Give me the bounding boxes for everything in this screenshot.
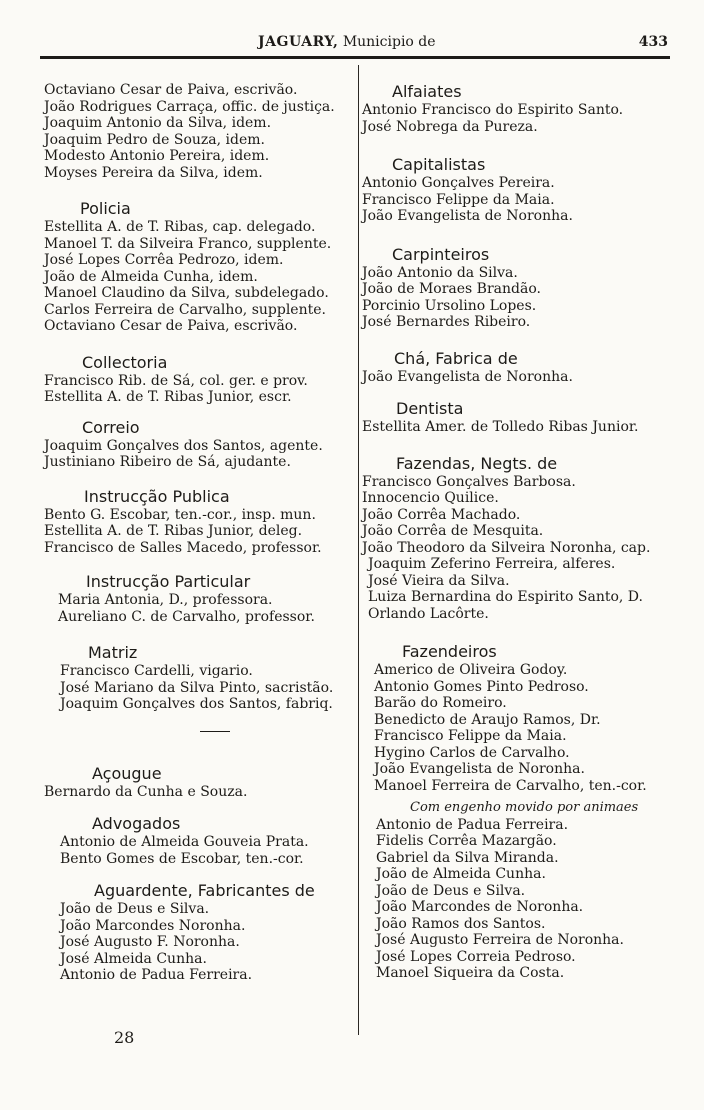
list-item: Antonio de Almeida Gouveia Prata. xyxy=(60,834,309,850)
list-item: Moyses Pereira da Silva, idem. xyxy=(44,164,263,181)
list-item: Joaquim Antonio da Silva, idem. xyxy=(44,115,272,131)
list-item: Joaquim Pedro de Souza, idem. xyxy=(44,131,265,148)
section-collectoria xyxy=(44,353,356,406)
section-heading: Fazendas, Negts. de xyxy=(396,453,558,473)
list-item: Hygino Carlos de Carvalho. xyxy=(374,744,570,761)
section-heading: Dentista xyxy=(396,399,464,418)
list-item: Luiza Bernardina do Espirito Santo, D. xyxy=(368,589,643,605)
list-item: José Augusto F. Noronha. xyxy=(60,934,240,950)
list-item: José Lopes Correia Pedroso. xyxy=(376,948,576,965)
section-heading: Instrucção Particular xyxy=(86,572,251,591)
list-item: Estellita A. de T. Ribas Junior, escr. xyxy=(44,389,292,405)
section-heading: Carpinteiros xyxy=(392,244,490,264)
section-alfaiates xyxy=(362,82,680,135)
section-fazendas xyxy=(362,454,680,623)
list-item: Francisco Rib. de Sá, col. ger. e prov. xyxy=(44,372,308,389)
list-item: Carlos Ferreira de Carvalho, supplente. xyxy=(44,301,326,318)
list-item: Porcinio Ursolino Lopes. xyxy=(362,297,537,314)
section-heading: Advogados xyxy=(92,814,181,833)
section-dentista xyxy=(362,399,680,436)
list-item: João Marcondes de Noronha. xyxy=(376,899,584,915)
list-item: Manoel T. da Silveira Franco, supplente. xyxy=(44,235,332,252)
list-item: Americo de Oliveira Godoy. xyxy=(374,662,568,678)
list-item: Bento G. Escobar, ten.-cor., insp. mun. xyxy=(44,506,316,523)
list-item: José Lopes Corrêa Pedrozo, idem. xyxy=(44,252,284,268)
list-item: Antonio de Padua Ferreira. xyxy=(60,967,253,983)
section-heading: Instrucção Publica xyxy=(84,486,230,506)
list-item: Bento Gomes de Escobar, ten.-cor. xyxy=(60,850,304,867)
list-item: Joaquim Gonçalves dos Santos, fabriq. xyxy=(60,696,333,712)
header-title xyxy=(258,34,436,50)
section-instrucao-particular xyxy=(44,572,356,625)
section-heading: Fazendeiros xyxy=(402,642,497,661)
section-acougue xyxy=(44,764,356,801)
section-heading: Correio xyxy=(82,417,140,437)
list-item: Antonio de Padua Ferreira. xyxy=(376,816,569,833)
list-item: João Corrêa Machado. xyxy=(362,506,521,523)
list-item: Francisco Felippe da Maia. xyxy=(374,728,567,744)
list-item: José Bernardes Ribeiro. xyxy=(362,314,531,330)
section-heading: Capitalistas xyxy=(392,155,486,174)
section-heading: Policia xyxy=(80,199,131,218)
list-item: Antonio Gomes Pinto Pedroso. xyxy=(374,678,589,695)
page-number: 433 xyxy=(638,34,668,50)
list-item: João de Almeida Cunha. xyxy=(376,866,546,882)
list-item: Benedicto de Araujo Ramos, Dr. xyxy=(374,711,601,728)
list-item: Joaquim Gonçalves dos Santos, agente. xyxy=(44,437,323,454)
list-item: Orlando Lacôrte. xyxy=(368,605,489,622)
section-separator xyxy=(200,731,230,732)
section-carpinteiros xyxy=(362,245,680,331)
list-item: Estellita A. de T. Ribas Junior, deleg. xyxy=(44,523,303,539)
list-item: José Nobrega da Pureza. xyxy=(362,118,538,135)
section-policia xyxy=(44,199,356,335)
list-item: José Almeida Cunha. xyxy=(60,950,207,967)
list-item: Manoel Siqueira da Costa. xyxy=(376,965,565,981)
list-item: Francisco de Salles Macedo, professor. xyxy=(44,539,322,556)
list-item: João Rodrigues Carraça, offic. de justiça. xyxy=(44,98,335,115)
section-heading: Collectoria xyxy=(82,352,168,372)
section-advogados xyxy=(44,814,356,867)
section-heading: Açougue xyxy=(92,763,162,783)
list-item: João de Almeida Cunha, idem. xyxy=(44,268,258,285)
list-item: João Ramos dos Santos. xyxy=(376,915,546,932)
list-item: José Vieira da Silva. xyxy=(368,572,510,589)
list-item: Joaquim Zeferino Ferreira, alferes. xyxy=(368,556,616,572)
list-item: Aureliano C. de Carvalho, professor. xyxy=(58,608,315,625)
list-item: Francisco Cardelli, vigario. xyxy=(60,663,253,679)
section-heading: Aguardente, Fabricantes de xyxy=(94,881,315,900)
section-matriz xyxy=(44,643,356,732)
list-item: Fidelis Corrêa Mazargão. xyxy=(376,833,557,849)
list-item: Antonio Francisco do Espirito Santo. xyxy=(362,102,624,118)
list-item: Justiniano Ribeiro de Sá, ajudante. xyxy=(44,454,291,470)
list-item: Manoel Claudino da Silva, subdelegado. xyxy=(44,285,329,301)
list-item: João Corrêa de Mesquita. xyxy=(362,523,544,539)
list-item: Estellita A. de T. Ribas, cap. delegado. xyxy=(44,219,316,235)
list-item: João de Deus e Silva. xyxy=(376,882,526,899)
header-municipio: Municipio de xyxy=(342,34,436,50)
list-item: Gabriel da Silva Miranda. xyxy=(376,849,559,866)
running-header xyxy=(40,32,668,56)
list-item: João Evangelista de Noronha. xyxy=(362,208,573,224)
section-heading: Chá, Fabrica de xyxy=(394,348,518,368)
section-correio xyxy=(44,418,356,471)
list-item: Manoel Ferreira de Carvalho, ten.-cor. xyxy=(374,777,647,794)
header-rule xyxy=(40,56,670,59)
section-aguardente xyxy=(44,881,356,984)
section-heading: Alfaiates xyxy=(392,82,462,101)
left-column xyxy=(44,82,356,984)
list-item: Modesto Antonio Pereira, idem. xyxy=(44,148,270,164)
list-item: Francisco Gonçalves Barbosa. xyxy=(362,473,576,490)
header-place: JAGUARY, xyxy=(258,34,339,50)
list-item: João de Deus e Silva. xyxy=(60,901,210,917)
list-item: José Augusto Ferreira de Noronha. xyxy=(376,932,624,948)
section-capitalistas xyxy=(362,155,680,225)
list-item: Barão do Romeiro. xyxy=(374,695,507,711)
list-item: Bernardo da Cunha e Souza. xyxy=(44,783,248,800)
list-item: João de Moraes Brandão. xyxy=(362,281,541,297)
right-column xyxy=(362,82,680,982)
section-cha xyxy=(362,349,680,386)
section-instrucao-publica xyxy=(44,487,356,557)
list-item: José Mariano da Silva Pinto, sacristão. xyxy=(60,679,334,696)
section-intro xyxy=(44,82,356,181)
list-item: Francisco Felippe da Maia. xyxy=(362,191,555,208)
list-item: João Evangelista de Noronha. xyxy=(374,761,585,777)
subsection-heading: Com engenho movido por animaes xyxy=(410,800,639,815)
section-heading: Matriz xyxy=(88,643,138,662)
list-item: João Evangelista de Noronha. xyxy=(362,368,573,385)
list-item: João Theodoro da Silveira Noronha, cap. xyxy=(362,539,651,556)
section-fazendeiros xyxy=(362,642,680,982)
list-item: João Antonio da Silva. xyxy=(362,264,518,281)
column-divider xyxy=(358,65,359,1035)
list-item: Octaviano Cesar de Paiva, escrivão. xyxy=(44,82,298,98)
list-item: Estellita Amer. de Tolledo Ribas Junior. xyxy=(362,419,639,435)
list-item: Innocencio Quilice. xyxy=(362,490,499,506)
list-item: Octaviano Cesar de Paiva, escrivão. xyxy=(44,318,298,334)
signature-number: 28 xyxy=(114,1028,135,1047)
list-item: Maria Antonia, D., professora. xyxy=(58,592,273,608)
list-item: João Marcondes Noronha. xyxy=(60,917,246,934)
list-item: Antonio Gonçalves Pereira. xyxy=(362,175,555,191)
